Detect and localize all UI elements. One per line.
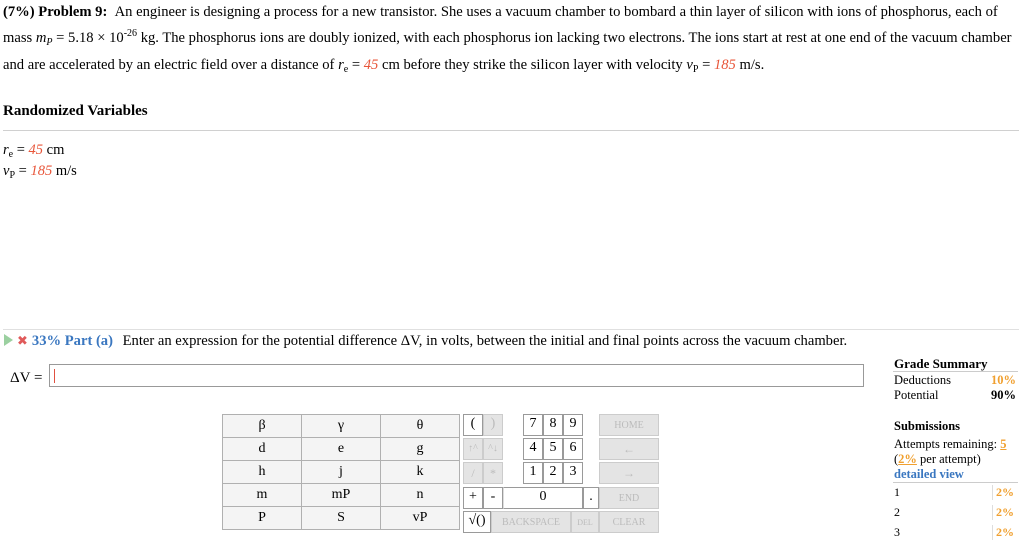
key-dot[interactable]: . <box>583 487 599 509</box>
grade-summary-title: Grade Summary <box>894 356 988 371</box>
attempts-divider <box>893 482 1018 483</box>
var-g[interactable]: g <box>381 438 460 461</box>
per-attempt <box>894 452 981 467</box>
key-clear[interactable]: CLEAR <box>599 511 659 533</box>
attempts-remaining <box>894 437 1006 452</box>
key-multiply[interactable]: * <box>483 462 503 484</box>
part-header <box>4 333 847 350</box>
var-p[interactable]: P <box>223 507 302 530</box>
rv-re-symbol: r <box>3 142 9 158</box>
divider <box>3 130 1019 131</box>
key-exponent-up[interactable]: ↑^ <box>463 438 483 460</box>
key-close-paren[interactable]: ) <box>483 414 503 436</box>
per-attempt-text: per attempt) <box>920 452 981 466</box>
variables-table <box>222 414 460 530</box>
re-unit-text: cm before they strike the silicon layer with velocity <box>382 57 683 73</box>
attempt-number: 2 <box>894 505 900 519</box>
var-s[interactable]: S <box>302 507 381 530</box>
mass-exponent: -26 <box>123 28 138 39</box>
attempt-number: 3 <box>894 525 900 539</box>
potential-value: 90% <box>991 388 1016 402</box>
per-attempt-value: 2% <box>898 452 917 466</box>
rv-re-value: 45 <box>28 142 44 158</box>
attempts-remaining-value: 5 <box>1000 437 1007 451</box>
key-9[interactable]: 9 <box>563 414 583 436</box>
part-percent: 33% <box>31 333 62 349</box>
key-0[interactable]: 0 <box>503 487 583 509</box>
variables-row <box>223 438 460 461</box>
vp-symbol: v <box>686 57 693 73</box>
key-4[interactable]: 4 <box>523 438 543 460</box>
vp-unit: m/s. <box>739 57 765 73</box>
problem-label: Problem 9: <box>38 4 108 20</box>
rv-vp-value: 185 <box>30 163 53 179</box>
key-backspace[interactable]: BACKSPACE <box>491 511 571 533</box>
attempt-number: 1 <box>894 485 900 499</box>
rv-vp-sub: P <box>9 170 15 181</box>
deductions-value: 10% <box>991 373 1016 387</box>
key-6[interactable]: 6 <box>563 438 583 460</box>
attempt-deduction: 2% <box>992 525 1020 540</box>
key-exponent-down[interactable]: ^↓ <box>483 438 503 460</box>
key-home[interactable]: HOME <box>599 414 659 436</box>
key-sqrt[interactable]: √() <box>463 511 491 533</box>
var-theta[interactable]: θ <box>381 415 460 438</box>
deductions-label: Deductions <box>894 373 951 387</box>
re-value: 45 <box>363 57 379 73</box>
key-8[interactable]: 8 <box>543 414 563 436</box>
rv-vp-eq: = <box>18 163 27 179</box>
var-h[interactable]: h <box>223 461 302 484</box>
variables-row <box>223 415 460 438</box>
problem-text-1: An engineer is designing a process for a new transistor. She uses a vacuum chamber to bombard a thin layer of silicon with ions of phosphorus, each of mass <box>3 4 998 46</box>
var-mp[interactable]: mP <box>302 484 381 507</box>
key-3[interactable]: 3 <box>563 462 583 484</box>
rv-vp <box>3 163 77 181</box>
answer-input[interactable] <box>49 364 864 387</box>
part-prompt: Enter an expression for the potential difference ΔV, in volts, between the initial and final points across the vacuum chamber. <box>122 333 848 349</box>
problem-statement <box>3 1 1021 81</box>
attempt-deduction: 2% <box>992 505 1020 520</box>
vp-eq: = <box>702 57 711 73</box>
key-1[interactable]: 1 <box>523 462 543 484</box>
var-m[interactable]: m <box>223 484 302 507</box>
potential-label: Potential <box>894 388 939 402</box>
variables-row <box>223 484 460 507</box>
var-gamma[interactable]: γ <box>302 415 381 438</box>
key-left-arrow[interactable]: ← <box>599 438 659 460</box>
mass-sub: P <box>46 37 53 48</box>
vp-sub: P <box>692 64 699 75</box>
key-divide[interactable]: / <box>463 462 483 484</box>
re-sub: e <box>343 64 349 75</box>
play-icon[interactable] <box>4 334 13 346</box>
re-eq: = <box>351 57 361 73</box>
var-k[interactable]: k <box>381 461 460 484</box>
text-caret <box>54 369 55 383</box>
key-plus[interactable]: + <box>463 487 483 509</box>
key-7[interactable]: 7 <box>523 414 543 436</box>
var-e[interactable]: e <box>302 438 381 461</box>
attempt-row <box>894 525 1016 540</box>
key-del[interactable]: DEL <box>571 511 599 533</box>
rv-re-unit: cm <box>46 142 65 158</box>
attempts-remaining-label: Attempts remaining: <box>894 437 998 451</box>
rv-re-sub: e <box>8 149 14 160</box>
part-divider <box>3 329 1019 330</box>
potential-row <box>894 388 1016 403</box>
key-minus[interactable]: - <box>483 487 503 509</box>
rv-re <box>3 142 64 160</box>
detailed-view-link[interactable]: detailed view <box>894 467 964 481</box>
key-right-arrow[interactable]: → <box>599 462 659 484</box>
problem-weight: (7%) <box>3 4 35 20</box>
problem-text-2: kg. The phosphorus ions are doubly ionized, with each phosphorus ion lacking two electrons. The ions start at rest at one end of the vacuum chamber and are accelerated by an electric field over a distance of <box>3 30 1012 73</box>
mass-symbol: m <box>35 30 47 46</box>
attempt-deduction: 2% <box>992 485 1020 500</box>
variables-row <box>223 507 460 530</box>
key-open-paren[interactable]: ( <box>463 414 483 436</box>
var-vp[interactable]: vP <box>381 507 460 530</box>
key-2[interactable]: 2 <box>543 462 563 484</box>
answer-label: ΔV = <box>10 370 43 386</box>
var-n[interactable]: n <box>381 484 460 507</box>
part-label: Part (a) <box>64 333 113 349</box>
randomized-variables-title: Randomized Variables <box>3 103 148 119</box>
variables-row <box>223 461 460 484</box>
key-end[interactable]: END <box>599 487 659 509</box>
var-beta[interactable]: β <box>223 415 302 438</box>
vp-value: 185 <box>713 57 736 73</box>
var-j[interactable]: j <box>302 461 381 484</box>
incorrect-x-icon: ✖ <box>17 334 28 349</box>
rv-vp-symbol: v <box>3 163 10 179</box>
rv-re-eq: = <box>16 142 25 158</box>
re-symbol: r <box>338 57 344 73</box>
per-attempt-open: ( <box>894 452 899 466</box>
attempt-row <box>894 485 1016 500</box>
mass-value: = 5.18 × 10 <box>56 30 124 46</box>
deductions-row <box>894 373 1016 388</box>
var-d[interactable]: d <box>223 438 302 461</box>
grade-summary-divider <box>893 371 1018 372</box>
submissions-title: Submissions <box>894 419 961 433</box>
key-5[interactable]: 5 <box>543 438 563 460</box>
keypad <box>463 414 659 536</box>
attempt-row <box>894 505 1016 520</box>
rv-vp-unit: m/s <box>55 163 77 179</box>
